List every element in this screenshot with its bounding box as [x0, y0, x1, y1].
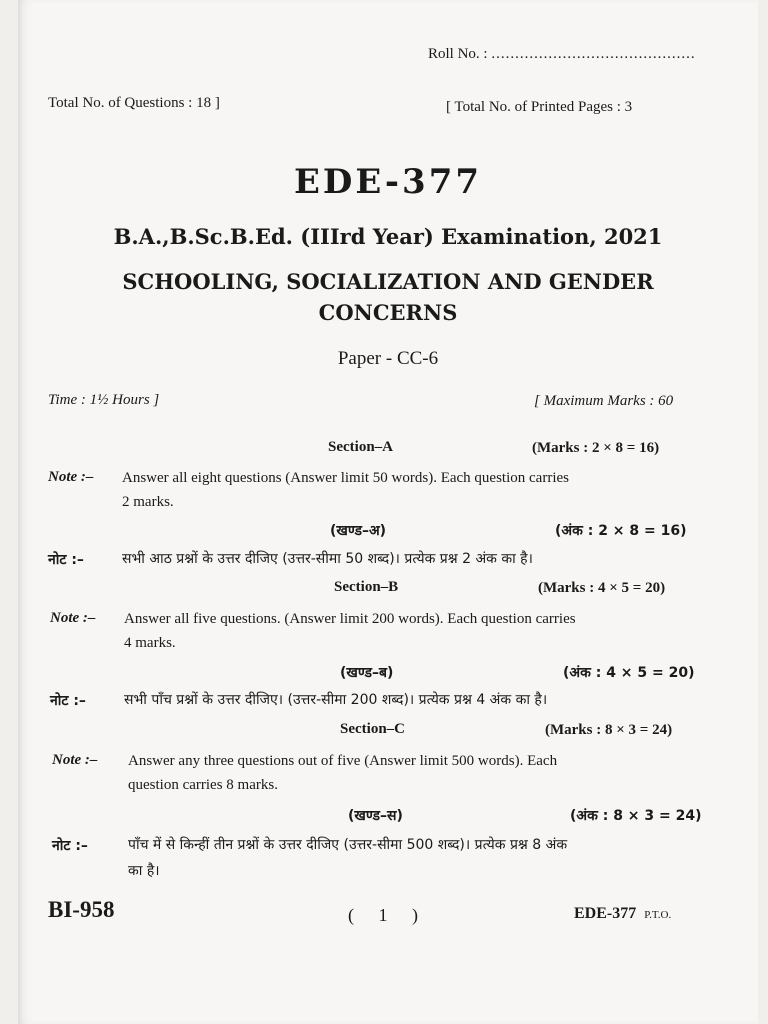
section-b-marks: (Marks : 4 × 5 = 20): [538, 580, 666, 596]
exam-paper-page: [18, 0, 758, 1024]
section-a-note-label: Note :–: [48, 469, 94, 485]
section-a-hindi-heading: (खण्ड–अ): [330, 523, 387, 539]
paper-number: Paper - CC-6: [337, 348, 439, 369]
section-c-hindi-marks: (अंक : 8 × 3 = 24): [570, 808, 702, 824]
section-a-hindi-note-label: नोट :–: [48, 552, 84, 568]
section-a-hindi-note: सभी आठ प्रश्नों के उत्तर दीजिए (उत्तर-सीमा 50 शब्द)। प्रत्येक प्रश्न 2 अंक का है।: [122, 551, 533, 567]
section-c-note-label: Note :–: [52, 752, 98, 768]
section-c-hindi-note-line-1: पाँच में से किन्हीं तीन प्रश्नों के उत्तर दीजिए (उत्तर-सीमा 500 शब्द)। प्रत्येक प्रश्न 8 अंक: [128, 837, 568, 853]
section-c-marks: (Marks : 8 × 3 = 24): [545, 722, 673, 738]
section-b-note-label: Note :–: [50, 610, 96, 626]
roll-label: Roll No. :: [428, 46, 488, 62]
section-a-heading: Section–A: [328, 439, 393, 455]
section-c-hindi-note-line-2: का है।: [128, 863, 160, 879]
section-b-hindi-note-label: नोट :–: [50, 693, 86, 709]
section-c-hindi-note-label: नोट :–: [52, 838, 88, 854]
exam-title: B.A.,B.Sc.B.Ed. (IIIrd Year) Examination, 2021: [113, 224, 663, 249]
footer-code-text: EDE-377: [574, 905, 637, 922]
page-number: ( 1 ): [348, 905, 428, 925]
section-a-note-line-1: Answer all eight questions (Answer limit 50 words). Each question carries: [122, 470, 569, 486]
footer-paper-code: [574, 905, 671, 923]
section-c-note: [128, 749, 668, 797]
section-b-heading: Section–B: [334, 579, 399, 595]
section-a-hindi-marks: (अंक : 2 × 8 = 16): [555, 523, 687, 539]
section-c-hindi-note: [128, 832, 688, 884]
subject-title: [18, 266, 758, 328]
section-a-note-line-2: 2 marks.: [122, 494, 174, 510]
section-a-marks: (Marks : 2 × 8 = 16): [532, 440, 660, 456]
subject-line-1: SCHOOLING, SOCIALIZATION AND GENDER: [122, 269, 654, 294]
time-allowed: Time : 1½ Hours ]: [48, 392, 160, 408]
subject-line-2: CONCERNS: [318, 300, 458, 325]
booklet-code: BI-958: [48, 897, 115, 922]
section-a-note: [122, 466, 662, 514]
section-c-note-line-1: Answer any three questions out of five (Answer limit 500 words). Each: [128, 753, 558, 769]
paper-code: EDE-377: [293, 162, 483, 202]
roll-blank: ...........................................: [491, 46, 696, 62]
section-b-hindi-marks: (अंक : 4 × 5 = 20): [563, 665, 695, 681]
section-c-note-line-2: question carries 8 marks.: [128, 777, 278, 793]
pto-text: P.T.O.: [644, 909, 672, 921]
roll-number-field: [428, 46, 696, 63]
section-b-note: [124, 607, 664, 655]
total-questions: Total No. of Questions : 18 ]: [48, 95, 220, 111]
section-c-heading: Section–C: [340, 721, 405, 737]
section-c-hindi-heading: (खण्ड–स): [348, 808, 403, 824]
section-b-hindi-note: सभी पाँच प्रश्नों के उत्तर दीजिए। (उत्तर-सीमा 200 शब्द)। प्रत्येक प्रश्न 4 अंक का है।: [124, 692, 548, 708]
section-b-hindi-heading: (खण्ड–ब): [340, 665, 394, 681]
section-b-note-line-2: 4 marks.: [124, 635, 176, 651]
maximum-marks: [ Maximum Marks : 60: [534, 393, 674, 409]
section-b-note-line-1: Answer all five questions. (Answer limit 200 words). Each question carries: [124, 611, 576, 627]
total-pages: [ Total No. of Printed Pages : 3: [446, 99, 633, 115]
